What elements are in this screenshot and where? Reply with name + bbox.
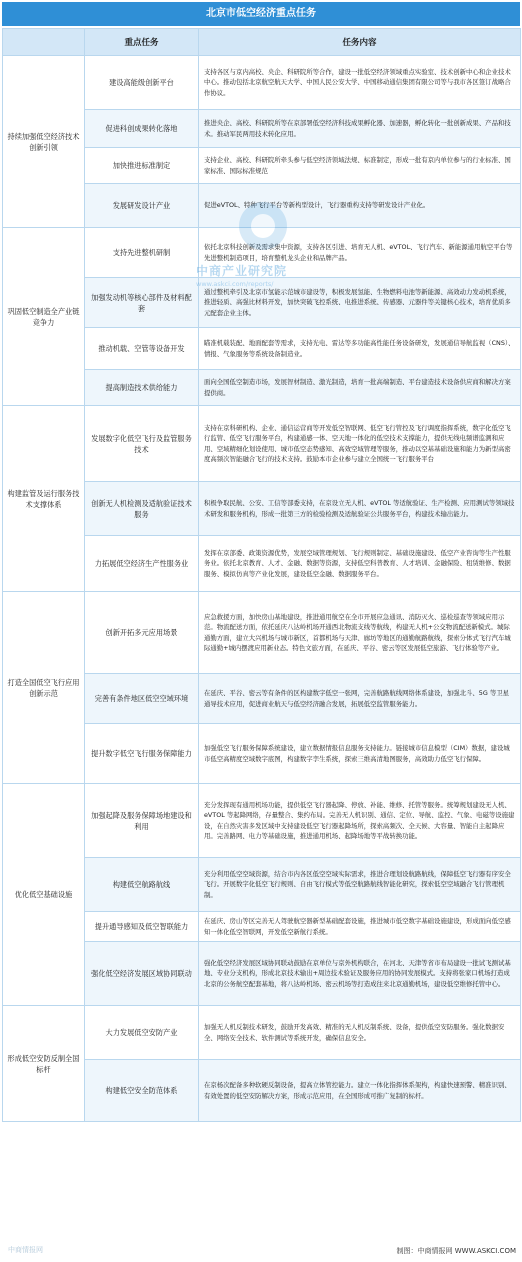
task-cell: 发展数字化低空飞行及监管服务技术 xyxy=(85,406,199,482)
watermark-url: www.askci.com/reports/ xyxy=(196,280,274,288)
table-row xyxy=(3,406,521,482)
footer-credit: 制图：中商情报网 WWW.ASKCI.COM xyxy=(396,1247,516,1255)
task-cell: 加强发动机等核心部件及材料配套 xyxy=(85,278,199,328)
content-cell: 在延庆、房山等区完善无人驾驶航空器新型基础配套设施，推进城市低空数字基础设施建设，形成面向低空感知一体化低空智联网，开发低空新航行系统。 xyxy=(199,912,521,942)
header-category xyxy=(3,29,85,56)
header-content: 任务内容 xyxy=(199,29,521,56)
content-cell: 加强无人机反制技术研发，鼓励开发高效、精准的无人机反制系统、设备，提供低空安防服务。强化数据安全、网络安全技术、软件测试等系统开发，确保信息安全。 xyxy=(199,1006,521,1060)
task-cell: 强化低空经济发展区域协同联动 xyxy=(85,942,199,1006)
footer-logo: 中商情报网 xyxy=(8,1246,43,1254)
table-row xyxy=(3,592,521,674)
content-cell: 充分利用低空空域资源，结合市内各区低空空域实际需求，推进合理划设航路航线，保障低空飞行器有序安全飞行。开展数字化低空飞行规则、自由飞行模式等低空航路航线智能化研究，探索低空空域融合飞行管理机制。 xyxy=(199,858,521,912)
content-cell: 在延庆、平谷、密云等有条件的区构建数字低空一张网，完善航路航线网络体系建设，加强北斗、5G 等卫星通导技术应用，促进商业航天与低空经济融合发展，拓展低空监管服务能力。 xyxy=(199,674,521,724)
content-cell: 支持各区与京内高校、央企、科研院所等合作，建设一批低空经济领域重点实验室、技术创新中心和企业技术中心。推动包括北京航空航天大学、中国人民公安大学、中国移动通信集团有限公司等与我市各区签订战略合作协议。 xyxy=(199,56,521,110)
content-cell: 促进eVTOL、特种飞行平台等新构型设计，飞行器重构支持等研发设计产业化。 xyxy=(199,184,521,228)
content-cell: 应急救援方面，加快房山基地建设，推进通用航空在全市开展应急通讯、消防灭火、巡检巡查等领域应用示范。物流配送方面，依托延庆八达岭机场开通西北物流支线等航线，构建无人机+公交物流配送新模式。城际通勤方面，建立大兴机场与城市新区，首都机场与天津、廊坊等地区的通勤航路航线，探索分体式飞行汽车城际通勤+城内摆渡应用新业态。特色文旅方面，在延庆、平谷、密云等区发展低空旅游、飞行体验等产业。 xyxy=(199,592,521,674)
task-cell: 创新无人机检测及适航验证技术服务 xyxy=(85,482,199,536)
task-cell: 提升通导感知及低空智联能力 xyxy=(85,912,199,942)
content-cell: 面向全国低空制造市场，发展智材制造、激光制造，培育一批高端制造、平台建造技术设备供应商和解决方案提供商。 xyxy=(199,370,521,406)
category-cell: 构建监管及运行服务技术支撑体系 xyxy=(3,406,85,592)
header-task: 重点任务 xyxy=(85,29,199,56)
category-cell: 优化低空基础设施 xyxy=(3,784,85,1006)
task-cell: 构建低空安全防范体系 xyxy=(85,1060,199,1122)
page-title: 北京市低空经济重点任务 xyxy=(2,2,520,26)
task-table xyxy=(2,28,521,1122)
task-cell: 力拓展低空经济生产性服务业 xyxy=(85,536,199,592)
category-cell: 巩固低空制造全产业链竞争力 xyxy=(3,228,85,406)
task-cell: 构建低空航路航线 xyxy=(85,858,199,912)
task-cell: 促进科创成果转化落地 xyxy=(85,110,199,148)
task-cell: 发展研发设计产业 xyxy=(85,184,199,228)
table-row xyxy=(3,1006,521,1060)
task-cell: 加强起降及服务保障场地建设和利用 xyxy=(85,784,199,858)
task-cell: 支持先进整机研制 xyxy=(85,228,199,278)
content-cell: 积极争取民航、公安、工信等部委支持，在京设立无人机、eVTOL 等适航验证、生产检测、应用测试等领域技术研发和服务机构，形成一批第三方的检验检测及适航验证公共服务平台，构建技术输出能力。 xyxy=(199,482,521,536)
table-body xyxy=(3,56,521,1122)
footer xyxy=(2,1242,520,1260)
task-cell: 提高制造技术供给能力 xyxy=(85,370,199,406)
table-header-row xyxy=(3,29,521,56)
content-cell: 强化低空经济发展区域协同联动鼓励在京单位与京外机构联合，在河北、天津等省市布局建设一批试飞测试基地、专业分支机构，形成北京技术输出+周边技术验证及服务应用的协同发展模式。支持将张家口机场打造成北京的公务航空配套基地，将八达岭机场、密云机场等打造成往来北京通勤机场，建设低空维修托管中心。 xyxy=(199,942,521,1006)
task-cell: 大力发展低空安防产业 xyxy=(85,1006,199,1060)
content-cell: 在京杨次配备多种软硬反制设备，提高立体管控能力。建立一体化指挥体系架构，构建快速预警、精准识别、有效处置的低空安防解决方案，形成示范应用，在全国形成可推广复制的标杆。 xyxy=(199,1060,521,1122)
table-row xyxy=(3,56,521,110)
category-cell: 打造全国低空飞行应用创新示范 xyxy=(3,592,85,784)
category-cell: 持续加强低空经济技术创新引领 xyxy=(3,56,85,228)
task-cell: 建设高能级创新平台 xyxy=(85,56,199,110)
content-cell: 通过整机牵引及北京市氢能示范城市建设等，积极发展氢能、生物燃料电池等新能源、高效动力发动机系统，推进轻质、高强比材料开发，加快突破飞控系统、电推进系统、传感器、元器件等关键核心技术，培育优质多元配套企业主体。 xyxy=(199,278,521,328)
task-cell: 加快推进标准制定 xyxy=(85,148,199,184)
task-cell: 创新开拓多元应用场景 xyxy=(85,592,199,674)
content-cell: 充分发挥现有通用机场功能，提供低空飞行器起降、停放、补能、维修、托管等服务。统筹规划建设无人机、eVTOL 等起降网络，存量整合、集约布局。完善无人机识别、通信、定位、导航、监控、气象、电磁等设施建设，在自然灾害多发区域中支持建设低空飞行器起降场所，探索高频次、全天候、大容量、智能自主起降应用。完善路网、电力等基础设施，推进通用机场、起降场地等平战转换功能。 xyxy=(199,784,521,858)
content-cell: 发挥在京部委、政策资源优势，发展空域管理规划、飞行规则制定、基础设施建设、低空产业咨询等生产性服务业。依托北京教育、人才、金融、数据等资源，支持低空科普教育、人才培训、金融保险、租赁维修、数据服务、模拟仿真等产业化发展，建设低空金融、数据服务平台。 xyxy=(199,536,521,592)
content-cell: 依托北京科技创新及需求集中资源，支持各区引进、培育无人机、eVTOL、飞行汽车、新能源通用航空平台等先进整机制造项目，培育整机龙头企业和品牌产品。 xyxy=(199,228,521,278)
content-cell: 推进央企、高校、科研院所等在京部署低空经济科技成果孵化器、加速器，孵化转化一批创新成果、产品和技术。推动军民两用技术转化应用。 xyxy=(199,110,521,148)
task-cell: 提升数字低空飞行服务保障能力 xyxy=(85,724,199,784)
content-cell: 加强低空飞行服务保障系统建设，建立数据情报信息服务支持能力。链接城市信息模型（CIM）数据，建设城市低空高精度空域数字底图，构建数字孪生系统，探索三维高清地图服务，高效助力低空飞行保障。 xyxy=(199,724,521,784)
content-cell: 支持在京科研机构、企业、通信运营商等开发低空智联网、低空飞行管控及飞行调度指挥系统，数字化低空飞行监管、低空飞行服务平台，构建通感一体、空天地一体化的低空技术支撑能力，提供无线电频谱监测和应用、空域精细化划设使用、城市低空态势感知、高效空域管理等服务，推动以空基基础设施和能力为新型高密度高频次智能融合飞行的技术支持。鼓励本市企业参与建立全国统一飞行服务平台 xyxy=(199,406,521,482)
table-row xyxy=(3,784,521,858)
task-cell: 推动机载、空管等设备开发 xyxy=(85,328,199,370)
watermark-brand: 中商产业研究院 xyxy=(196,264,288,278)
content-cell: 支持企业、高校、科研院所牵头参与低空经济领域法规、标准制定，形成一批有京内单位参与的行业标准、国家标准、国际标准规范 xyxy=(199,148,521,184)
task-cell: 完善有条件地区低空空域环境 xyxy=(85,674,199,724)
category-cell: 形成低空安防反制全国标杆 xyxy=(3,1006,85,1122)
content-cell: 瞄准机载装配、地面配套等需求，支持光电、雷达等多功能高性能任务设备研发，发展通信导航监视（CNS）、情报、气象服务等系统设备制造业。 xyxy=(199,328,521,370)
